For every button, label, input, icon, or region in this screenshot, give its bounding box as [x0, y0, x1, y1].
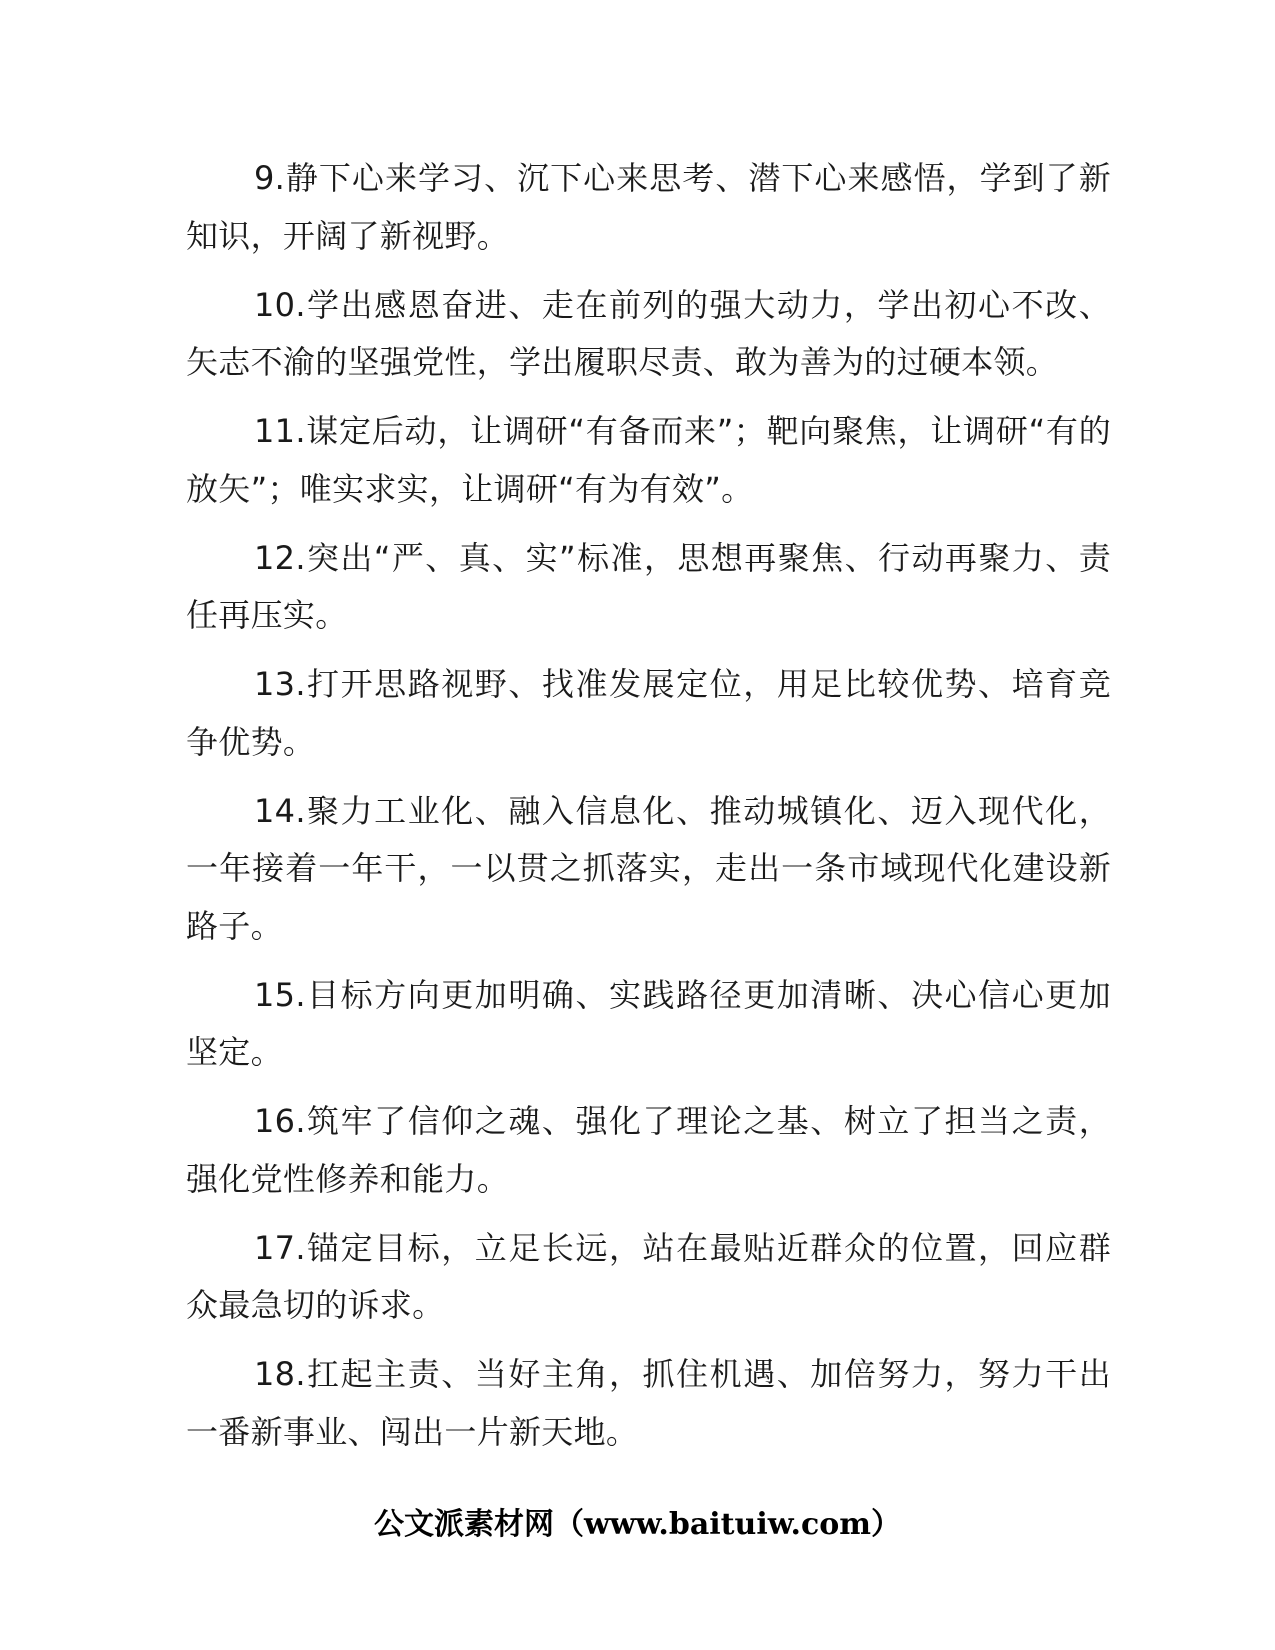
document-body	[186, 150, 1111, 1473]
page-footer: 公文派素材网（www.baituiw.com）	[373, 1507, 902, 1542]
paragraph-13: 13.打开思路视野、找准发展定位，用足比较优势、培育竞争优势。	[186, 665, 1111, 761]
paragraph-9: 9.静下心来学习、沉下心来思考、潜下心来感悟，学到了新知识，开阔了新视野。	[186, 159, 1111, 255]
paragraph-15: 15.目标方向更加明确、实践路径更加清晰、决心信心更加坚定。	[186, 975, 1111, 1071]
paragraph-10: 10.学出感恩奋进、走在前列的强大动力，学出初心不改、矢志不渝的坚强党性，学出履职尽责、敢为善为的过硬本领。	[186, 285, 1111, 381]
paragraph-16: 16.筑牢了信仰之魂、强化了理论之基、树立了担当之责，强化党性修养和能力。	[186, 1102, 1111, 1198]
paragraph-14: 14.聚力工业化、融入信息化、推动城镇化、迈入现代化，一年接着一年干，一以贯之抓落实，走出一条市域现代化建设新路子。	[186, 791, 1111, 945]
paragraph-12: 12.突出“严、真、实”标准，思想再聚焦、行动再聚力、责任再压实。	[186, 538, 1111, 634]
paragraph-11: 11.谋定后动，让调研“有备而来”；靶向聚焦，让调研“有的放矢”；唯实求实，让调研“有为有效”。	[186, 412, 1111, 508]
paragraph-18: 18.扛起主责、当好主角，抓住机遇、加倍努力，努力干出一番新事业、闯出一片新天地。	[186, 1355, 1111, 1451]
paragraph-17: 17.锚定目标，立足长远，站在最贴近群众的位置，回应群众最急切的诉求。	[186, 1228, 1111, 1324]
